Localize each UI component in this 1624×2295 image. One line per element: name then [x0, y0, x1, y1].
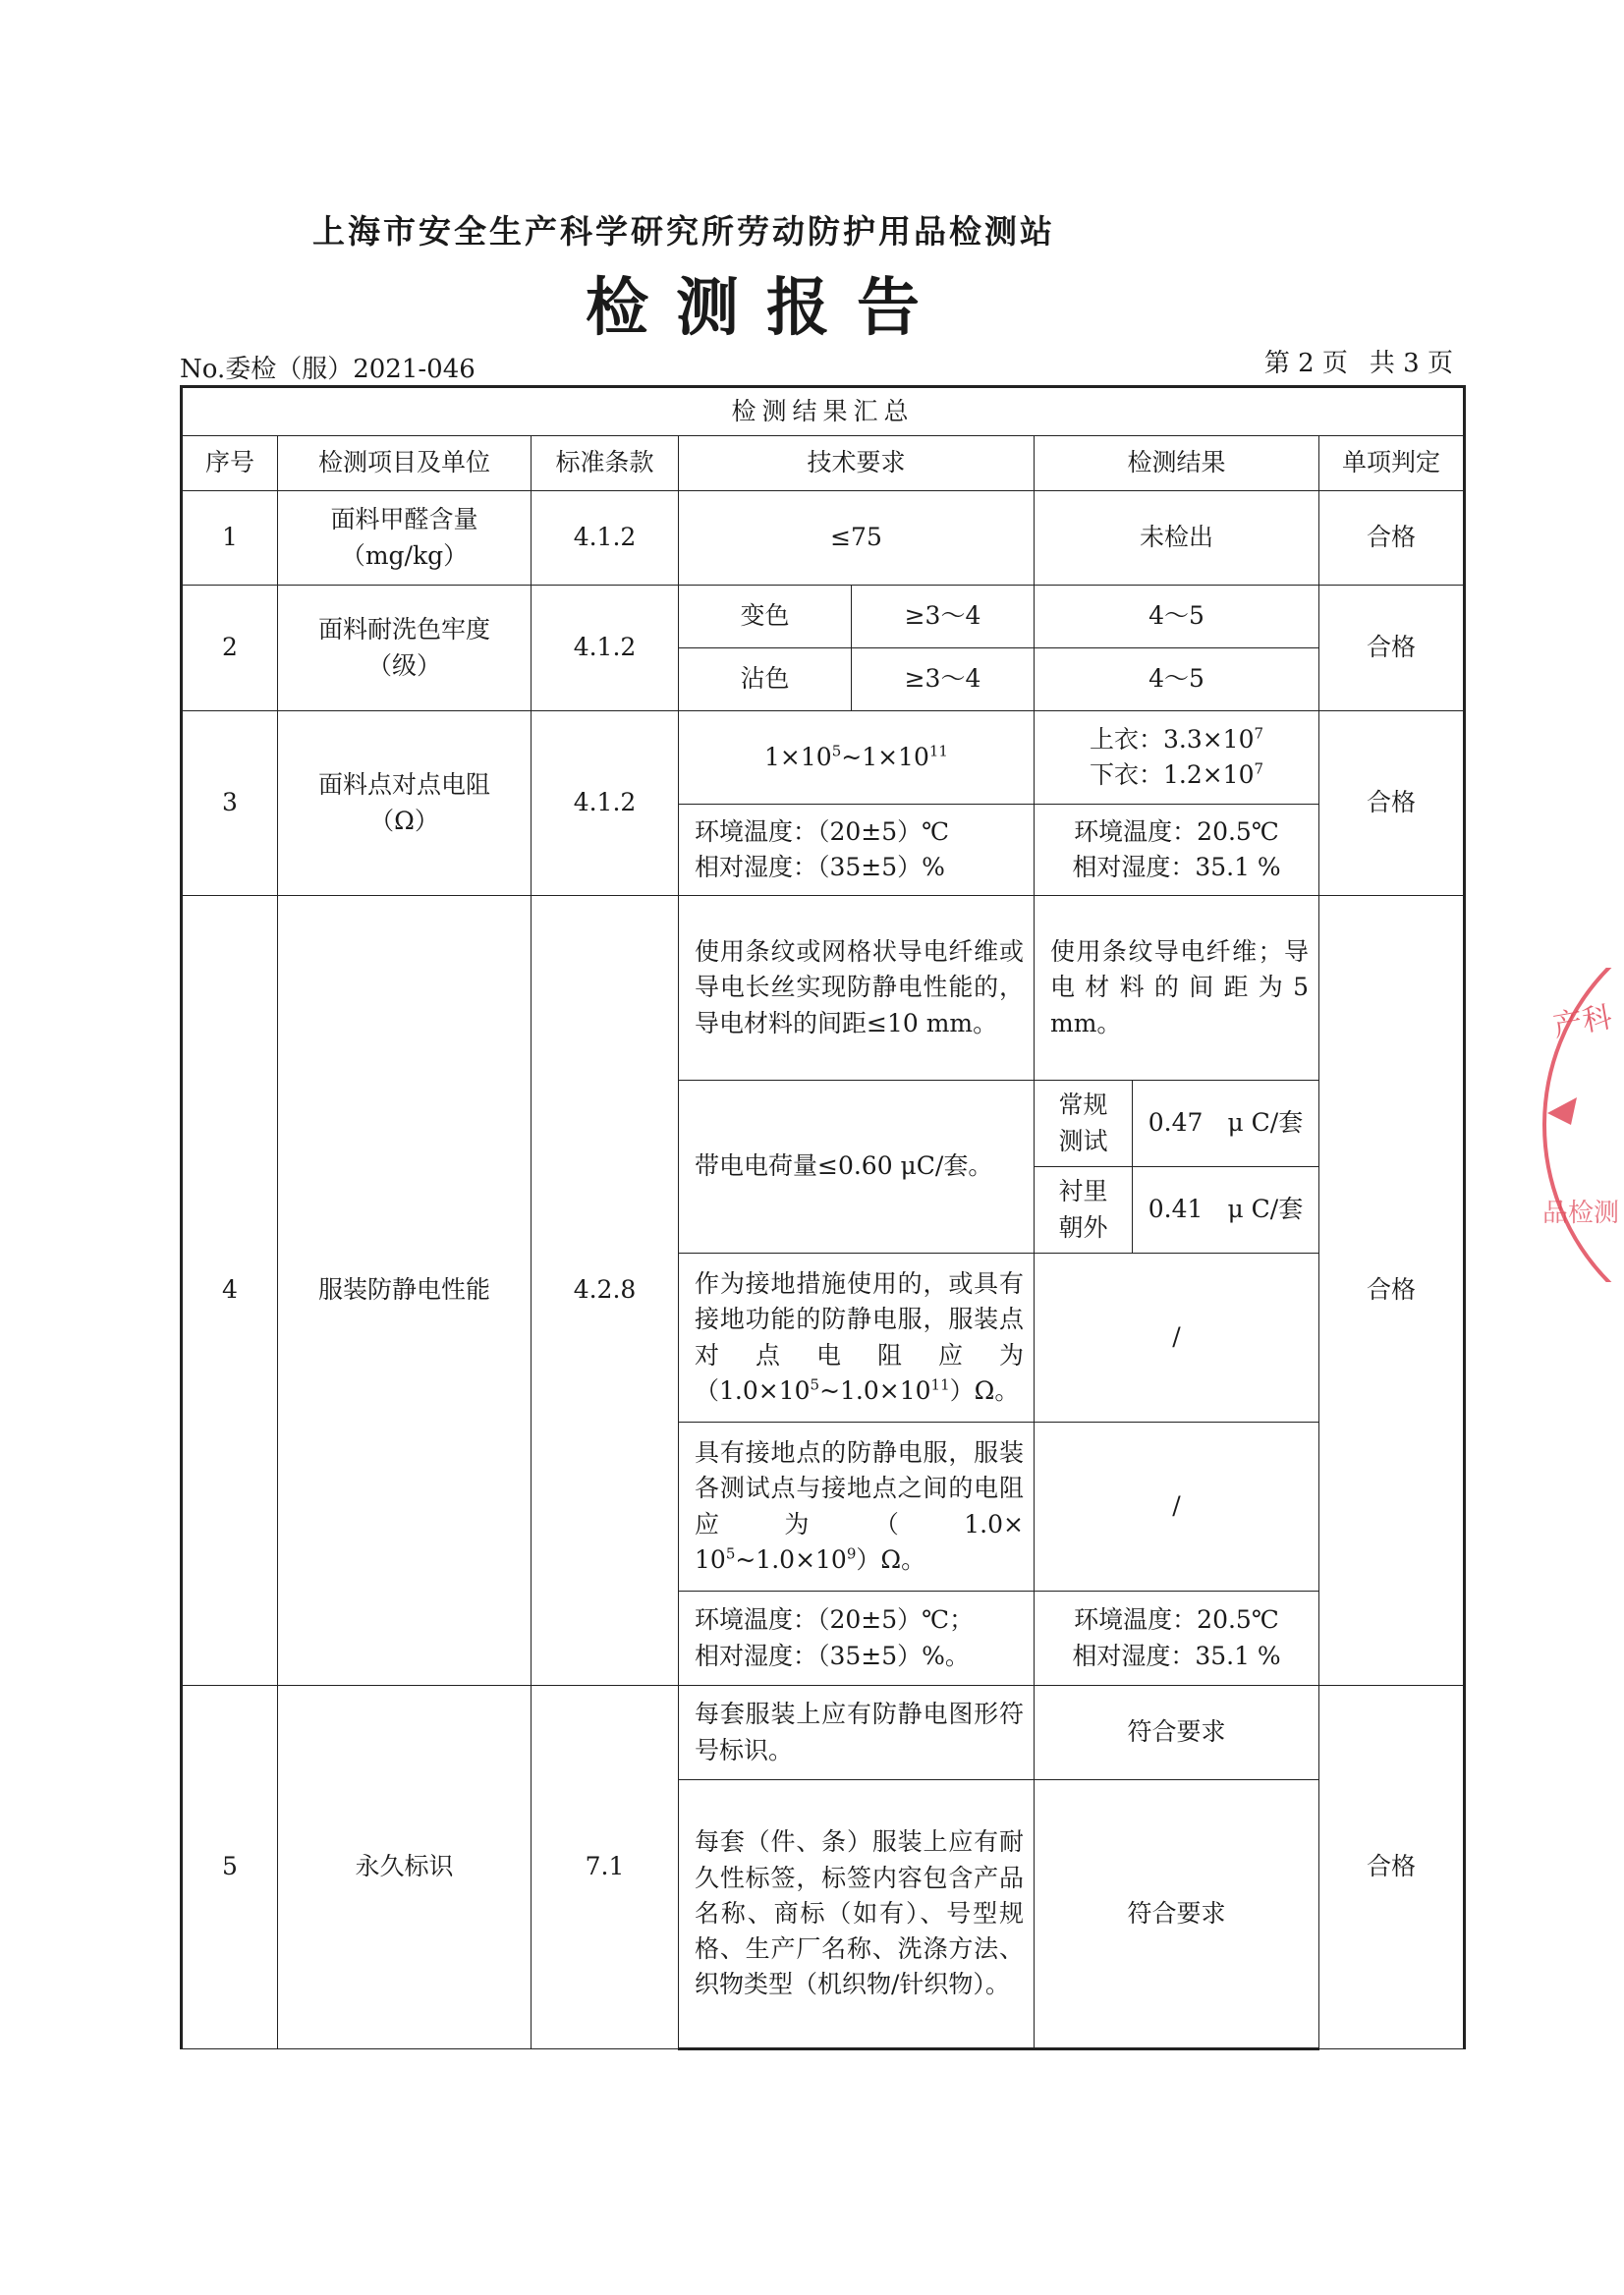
requirement: 具有接地点的防静电服，服装各测试点与接地点之间的电阻应为$(1.0\times 10^5\sim 1.0\times 10^9)\Omega$。	[679, 1423, 1035, 1592]
page-total: 共 3 页	[1369, 349, 1453, 378]
requirement: 使用条纹或网格状导电纤维或导电长丝实现防静电性能的，导电材料的间距≤10 mm。	[679, 896, 1035, 1081]
test-item-name: 面料耐洗色牢度	[317, 615, 490, 644]
environment-result: 环境温度：20.5℃ 相对湿度：35.1 %	[1035, 805, 1319, 896]
row-number: 2	[182, 586, 278, 711]
result	[1035, 711, 1319, 805]
report-number: No.委检（服）2021-046	[180, 355, 476, 384]
result: 符合要求	[1035, 1780, 1319, 2049]
sub-item-label: 变色	[679, 586, 852, 648]
result: 0.41 μ C/套	[1133, 1167, 1319, 1254]
test-item-unit: （级）	[366, 650, 441, 680]
requirement: ≥3～4	[852, 586, 1035, 648]
test-item	[278, 711, 532, 896]
verdict: 合格	[1319, 586, 1465, 711]
seal-text-top: 产科	[1550, 999, 1615, 1044]
table-row	[182, 896, 1465, 1081]
seal-text-bottom: 品检测	[1542, 1199, 1620, 1228]
test-item-unit: （Ω）	[369, 806, 439, 835]
requirement: 作为接地措施使用的，或具有接地功能的防静电服，服装点对点电阻应为$(1.0\times 10^5\sim 1.0\times 10^{11})\Omega$。	[679, 1254, 1035, 1423]
standard-clause: 4.2.8	[532, 896, 679, 1686]
header-cell: 单项判定	[1319, 436, 1465, 491]
results-table	[180, 385, 1466, 2050]
result: 4～5	[1035, 648, 1319, 711]
header-cell: 序号	[182, 436, 278, 491]
verdict: 合格	[1319, 896, 1465, 1686]
standard-clause: 7.1	[532, 1686, 679, 2049]
requirement: 带电电荷量≤0.60 μC/套。	[679, 1081, 1035, 1254]
result: 符合要求	[1035, 1686, 1319, 1780]
result: 使用条纹导电纤维；导电材料的间距为5 mm。	[1035, 896, 1319, 1081]
result: /	[1035, 1254, 1319, 1423]
test-item	[278, 491, 532, 586]
test-item: 永久标识	[278, 1686, 532, 2049]
requirement: ≥3～4	[852, 648, 1035, 711]
test-item	[278, 586, 532, 711]
result: 未检出	[1035, 491, 1319, 586]
requirement: ≤75	[679, 491, 1035, 586]
standard-clause: 4.1.2	[532, 586, 679, 711]
test-item-unit: （mg/kg）	[340, 540, 469, 570]
test-condition: 常规 测试	[1035, 1081, 1133, 1167]
header-cell: 标准条款	[532, 436, 679, 491]
environment-requirement: 环境温度：（20±5）℃； 相对湿度：（35±5）%。	[679, 1592, 1035, 1686]
standard-clause: 4.1.2	[532, 491, 679, 586]
header-cell: 技术要求	[679, 436, 1035, 491]
verdict: 合格	[1319, 711, 1465, 896]
header-row	[182, 436, 1465, 491]
environment-requirement: 环境温度：（20±5）℃ 相对湿度：（35±5）%	[679, 805, 1035, 896]
page-number: 第 2 页	[1263, 349, 1348, 378]
table-row	[182, 586, 1465, 648]
result: 0.47 μ C/套	[1133, 1081, 1319, 1167]
environment-result: 环境温度：20.5℃ 相对湿度：35.1 %	[1035, 1592, 1319, 1686]
document-title: 检测报告	[586, 271, 947, 345]
table-row	[182, 491, 1465, 586]
test-condition: 衬里 朝外	[1035, 1167, 1133, 1254]
formula: $1\times 10^5\sim 1\times 10^{11}$	[764, 742, 948, 771]
test-item-name: 面料点对点电阻	[317, 770, 490, 800]
test-item-name: 面料甲醛含量	[330, 505, 478, 534]
table-row	[182, 1686, 1465, 1780]
requirement: 每套（件、条）服装上应有耐久性标签，标签内容包含产品名称、商标（如有）、号型规格、生产厂名称、洗涤方法、织物类型（机织物/针织物）。	[679, 1780, 1035, 2049]
result-top: 上衣：$3.3\times 10^7$	[1089, 724, 1264, 754]
header-cell: 检测项目及单位	[278, 436, 532, 491]
test-item: 服装防静电性能	[278, 896, 532, 1686]
requirement: 每套服装上应有防静电图形符号标识。	[679, 1686, 1035, 1780]
verdict: 合格	[1319, 491, 1465, 586]
result: /	[1035, 1423, 1319, 1592]
result: 4～5	[1035, 586, 1319, 648]
table-row	[182, 711, 1465, 805]
sub-item-label: 沾色	[679, 648, 852, 711]
row-number: 4	[182, 896, 278, 1686]
row-number: 5	[182, 1686, 278, 2049]
table-caption: 检测结果汇总	[182, 387, 1465, 436]
organization-title: 上海市安全生产科学研究所劳动防护用品检测站	[312, 212, 1055, 251]
header-cell: 检测结果	[1035, 436, 1319, 491]
verdict: 合格	[1319, 1686, 1465, 2049]
official-seal	[1538, 968, 1624, 1282]
row-number: 3	[182, 711, 278, 896]
row-number: 1	[182, 491, 278, 586]
result-bottom: 下衣：$1.2\times 10^7$	[1089, 759, 1264, 789]
standard-clause: 4.1.2	[532, 711, 679, 896]
requirement	[679, 711, 1035, 805]
page-indicator	[1264, 343, 1453, 379]
